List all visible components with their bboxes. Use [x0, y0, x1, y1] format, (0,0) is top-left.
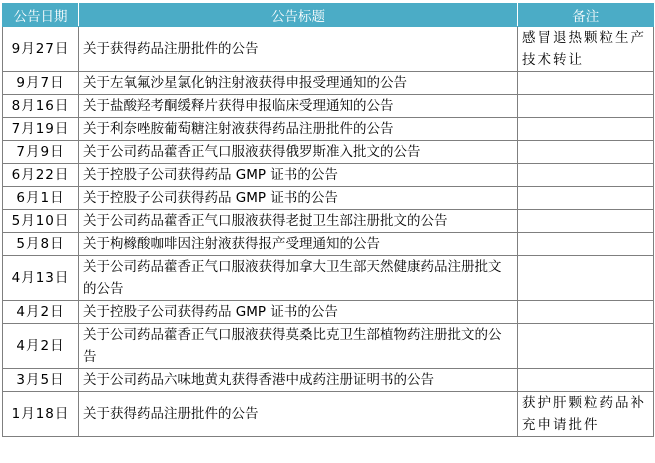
note-cell	[518, 233, 654, 256]
note-cell	[518, 95, 654, 118]
header-title: 公告标题	[79, 3, 518, 27]
note-cell	[518, 210, 654, 233]
note-cell: 获护肝颗粒药品补充申请批件	[518, 392, 654, 437]
note-cell: 感冒退热颗粒生产技术转让	[518, 27, 654, 72]
announcement-table	[2, 3, 654, 437]
date-cell: 9月7日	[3, 72, 79, 95]
table-row	[3, 95, 654, 118]
date-cell: 9月27日	[3, 27, 79, 72]
note-cell	[518, 164, 654, 187]
title-cell: 关于公司药品藿香正气口服液获得老挝卫生部注册批文的公告	[79, 210, 518, 233]
header-date: 公告日期	[3, 3, 79, 27]
table-row	[3, 187, 654, 210]
date-cell: 7月9日	[3, 141, 79, 164]
title-cell: 关于左氧氟沙星氯化钠注射液获得申报受理通知的公告	[79, 72, 518, 95]
header-note: 备注	[518, 3, 654, 27]
date-cell: 1月18日	[3, 392, 79, 437]
title-cell: 关于公司药品藿香正气口服液获得俄罗斯准入批文的公告	[79, 141, 518, 164]
title-cell: 关于枸橼酸咖啡因注射液获得报产受理通知的公告	[79, 233, 518, 256]
date-cell: 4月2日	[3, 324, 79, 369]
title-cell: 关于利奈唑胺葡萄糖注射液获得药品注册批件的公告	[79, 118, 518, 141]
date-cell: 8月16日	[3, 95, 79, 118]
note-cell	[518, 72, 654, 95]
title-cell: 关于公司药品藿香正气口服液获得加拿大卫生部天然健康药品注册批文的公告	[79, 256, 518, 301]
table-row	[3, 141, 654, 164]
table-row	[3, 72, 654, 95]
table-row	[3, 392, 654, 437]
title-cell: 关于控股子公司获得药品 GMP 证书的公告	[79, 187, 518, 210]
title-cell: 关于获得药品注册批件的公告	[79, 392, 518, 437]
table-row	[3, 164, 654, 187]
table-row	[3, 324, 654, 369]
table-header-row	[3, 3, 654, 27]
date-cell: 6月22日	[3, 164, 79, 187]
date-cell: 4月2日	[3, 301, 79, 324]
title-cell: 关于获得药品注册批件的公告	[79, 27, 518, 72]
date-cell: 7月19日	[3, 118, 79, 141]
note-cell	[518, 141, 654, 164]
date-cell: 6月1日	[3, 187, 79, 210]
table-row	[3, 256, 654, 301]
title-cell: 关于控股子公司获得药品 GMP 证书的公告	[79, 301, 518, 324]
title-cell: 关于公司药品六味地黄丸获得香港中成药注册证明书的公告	[79, 369, 518, 392]
table-row	[3, 369, 654, 392]
date-cell: 3月5日	[3, 369, 79, 392]
title-cell: 关于控股子公司获得药品 GMP 证书的公告	[79, 164, 518, 187]
note-cell	[518, 301, 654, 324]
note-cell	[518, 187, 654, 210]
note-cell	[518, 324, 654, 369]
date-cell: 5月8日	[3, 233, 79, 256]
table-row	[3, 233, 654, 256]
table-row	[3, 118, 654, 141]
note-cell	[518, 369, 654, 392]
date-cell: 4月13日	[3, 256, 79, 301]
note-cell	[518, 256, 654, 301]
note-cell	[518, 118, 654, 141]
title-cell: 关于盐酸羟考酮缓释片获得申报临床受理通知的公告	[79, 95, 518, 118]
title-cell: 关于公司药品藿香正气口服液获得莫桑比克卫生部植物药注册批文的公告	[79, 324, 518, 369]
table-row	[3, 27, 654, 72]
table-row	[3, 301, 654, 324]
table-row	[3, 210, 654, 233]
announcement-table-container	[2, 3, 654, 437]
date-cell: 5月10日	[3, 210, 79, 233]
